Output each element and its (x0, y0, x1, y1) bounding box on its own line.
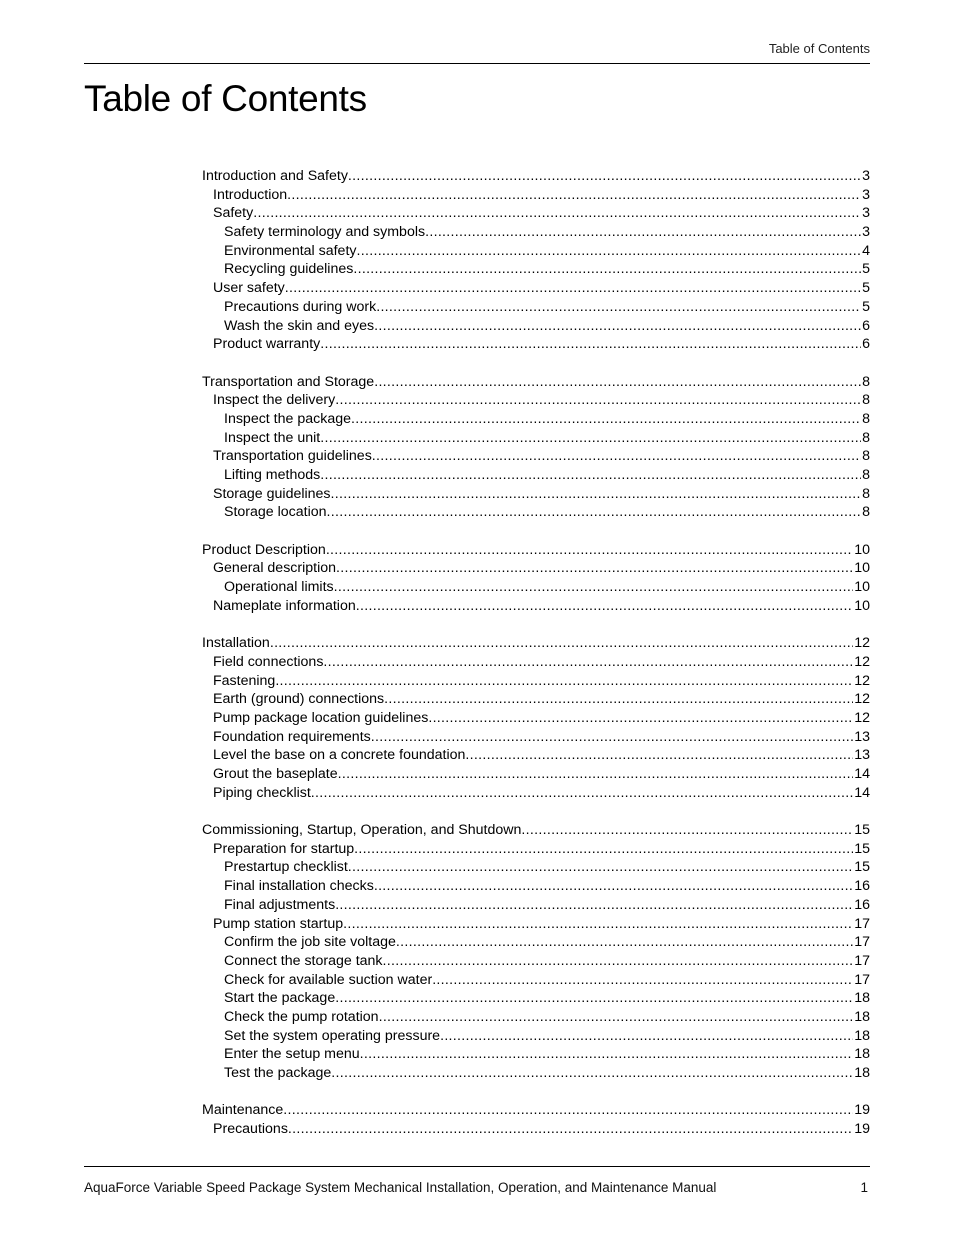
toc-dot-leader (521, 821, 853, 840)
toc-entry-title: Set the system operating pressure (224, 1027, 441, 1044)
toc-entry-title: Precautions (213, 1121, 288, 1138)
toc-dot-leader (334, 578, 854, 597)
toc-dot-leader (326, 541, 853, 560)
toc-entry-title: Confirm the job site voltage (224, 934, 396, 951)
toc-entry[interactable] (202, 653, 870, 672)
toc-entry[interactable] (202, 1064, 870, 1083)
toc-entry-title: Safety terminology and symbols (224, 224, 426, 241)
toc-entry[interactable] (202, 746, 870, 765)
toc-dot-leader (353, 260, 861, 279)
toc-entry-page: 6 (862, 317, 870, 334)
toc-entry[interactable] (202, 840, 870, 859)
toc-entry-title: Preparation for startup (213, 840, 355, 857)
toc-dot-leader (379, 1008, 854, 1027)
toc-entry-page: 3 (862, 168, 870, 184)
toc-dot-leader (351, 410, 861, 429)
page-title: Table of Contents (84, 78, 367, 119)
toc-entry[interactable] (202, 634, 870, 653)
toc-entry[interactable] (202, 503, 870, 522)
toc-entry-page: 3 (862, 205, 870, 222)
toc-entry[interactable] (202, 765, 870, 784)
toc-entry-title: Test the package (224, 1065, 332, 1081)
toc-entry[interactable] (202, 690, 870, 709)
toc-entry-title: General description (213, 560, 337, 577)
toc-entry-title: Fastening (213, 672, 276, 689)
toc-entry-page: 17 (854, 952, 870, 969)
toc-entry-title: Level the base on a concrete foundation (213, 747, 466, 764)
toc-section (202, 1101, 870, 1138)
toc-entry-title: Connect the storage tank (224, 952, 383, 969)
toc-entry[interactable] (202, 260, 870, 279)
toc-entry-title: Introduction and Safety (202, 168, 348, 184)
toc-entry-page: 12 (854, 709, 870, 726)
toc-entry-page: 12 (854, 653, 870, 670)
toc-section (202, 541, 870, 616)
toc-dot-leader (428, 709, 853, 728)
toc-entry[interactable] (202, 915, 870, 934)
toc-entry[interactable] (202, 858, 870, 877)
toc-dot-leader (323, 653, 853, 672)
toc-entry-page: 8 (862, 373, 870, 390)
toc-dot-leader (432, 971, 853, 990)
toc-entry-page: 5 (862, 298, 870, 315)
toc-entry[interactable] (202, 279, 870, 298)
toc-entry-title: Introduction (213, 186, 288, 203)
toc-entry-page: 5 (862, 261, 870, 278)
toc-entry[interactable] (202, 242, 870, 261)
toc-dot-leader (327, 503, 862, 522)
toc-dot-leader (354, 840, 853, 859)
toc-entry-page: 14 (854, 784, 870, 801)
toc-entry-title: Check for available suction water (224, 971, 433, 988)
toc-entry[interactable] (202, 429, 870, 448)
toc-entry-title: Recycling guidelines (224, 261, 354, 278)
toc-dot-leader (348, 858, 853, 877)
toc-entry[interactable] (202, 466, 870, 485)
toc-dot-leader (374, 317, 861, 336)
toc-dot-leader (331, 485, 862, 504)
toc-entry-title: Safety (213, 205, 254, 222)
toc-entry-title: Product warranty (213, 336, 321, 353)
toc-dot-leader (335, 989, 853, 1008)
toc-entry-page: 13 (854, 747, 870, 764)
toc-entry-page: 5 (862, 280, 870, 297)
toc-dot-leader (343, 915, 853, 934)
toc-entry[interactable] (202, 709, 870, 728)
toc-entry[interactable] (202, 317, 870, 336)
toc-dot-leader (336, 559, 853, 578)
toc-entry-title: Storage location (224, 504, 327, 521)
toc-entry-title: Inspect the unit (224, 429, 321, 446)
toc-entry-page: 12 (854, 691, 870, 708)
toc-dot-leader (335, 391, 861, 410)
toc-entry-title: Piping checklist (213, 784, 311, 801)
toc-entry[interactable] (202, 896, 870, 915)
toc-entry[interactable] (202, 989, 870, 1008)
toc-section (202, 821, 870, 1083)
toc-entry-page: 19 (854, 1102, 870, 1119)
toc-dot-leader (320, 335, 861, 354)
toc-entry-title: Pump package location guidelines (213, 709, 429, 726)
header-rule (84, 63, 870, 64)
toc-entry[interactable] (202, 1008, 870, 1027)
toc-entry-title: Lifting methods (224, 467, 321, 483)
toc-entry-page: 18 (854, 990, 870, 1007)
toc-entry[interactable] (202, 728, 870, 747)
toc-entry-page: 15 (854, 822, 870, 839)
toc-entry-title: Pump station startup (213, 915, 344, 932)
toc-entry[interactable] (202, 204, 870, 223)
toc-entry[interactable] (202, 877, 870, 896)
toc-entry-page: 17 (854, 915, 870, 932)
toc-entry-page: 12 (854, 635, 870, 652)
toc-dot-leader (383, 952, 854, 971)
toc-dot-leader (320, 466, 861, 485)
toc-entry-title: Check the pump rotation (224, 1008, 379, 1025)
toc-dot-leader (372, 447, 861, 466)
toc-entry[interactable] (202, 821, 870, 840)
toc-entry-page: 12 (854, 672, 870, 689)
toc-entry[interactable] (202, 335, 870, 354)
toc-entry-page: 16 (854, 896, 870, 913)
toc-dot-leader (320, 429, 861, 448)
toc-entry-page: 16 (854, 878, 870, 895)
toc-dot-leader (374, 373, 861, 392)
toc-entry-title: Environmental safety (224, 242, 357, 259)
toc-entry-title: Earth (ground) connections (213, 691, 385, 708)
toc-entry[interactable] (202, 1045, 870, 1064)
toc-entry-page: 6 (862, 336, 870, 353)
toc-entry-page: 18 (854, 1008, 870, 1025)
toc-entry-page: 8 (862, 504, 870, 521)
toc-dot-leader (396, 933, 853, 952)
toc-dot-leader (338, 765, 854, 784)
toc-entry-title: Final installation checks (224, 878, 374, 895)
toc-entry-title: Inspect the delivery (213, 392, 336, 409)
toc-dot-leader (384, 690, 853, 709)
toc-entry-page: 15 (854, 859, 870, 876)
footer-page-number: 1 (860, 1180, 868, 1195)
toc-entry-page: 10 (854, 579, 870, 596)
toc-entry-title: Grout the baseplate (213, 766, 338, 782)
footer-rule (84, 1166, 870, 1167)
toc-section (202, 373, 870, 523)
toc-entry-page: 8 (862, 392, 870, 409)
toc-dot-leader (335, 896, 853, 915)
toc-dot-leader (356, 597, 853, 616)
toc-dot-leader (465, 746, 853, 765)
toc-entry-page: 8 (862, 485, 870, 502)
toc-entry-page: 15 (854, 840, 870, 857)
toc-entry-title: Transportation guidelines (213, 448, 372, 465)
toc-entry[interactable] (202, 971, 870, 990)
toc-entry-title: Product Description (202, 541, 326, 558)
toc-entry[interactable] (202, 784, 870, 803)
toc-section (202, 634, 870, 802)
footer-text: AquaForce Variable Speed Package System Mechanical Installation, Operation, and Maintenance Manual (84, 1180, 717, 1195)
toc-entry-title: Final adjustments (224, 896, 336, 913)
toc-entry-page: 10 (854, 597, 870, 614)
toc-dot-leader (287, 186, 861, 205)
toc-dot-leader (270, 634, 853, 653)
toc-dot-leader (253, 204, 861, 223)
toc-entry-page: 18 (854, 1046, 870, 1063)
toc-dot-leader (440, 1027, 853, 1046)
toc-entry[interactable] (202, 1101, 870, 1120)
toc-entry-page: 3 (862, 224, 870, 241)
toc-entry-page: 3 (862, 186, 870, 203)
toc-entry-title: Installation (202, 635, 270, 652)
toc-dot-leader (360, 1045, 854, 1064)
toc-entry-title: Inspect the package (224, 410, 351, 427)
toc-entry-title: Storage guidelines (213, 485, 331, 502)
toc-entry-page: 17 (854, 934, 870, 951)
toc-entry[interactable] (202, 1027, 870, 1046)
toc-entry-title: User safety (213, 280, 285, 297)
toc-dot-leader (374, 877, 853, 896)
toc-entry-page: 10 (854, 560, 870, 577)
toc-entry-title: Operational limits (224, 579, 334, 596)
toc-dot-leader (311, 784, 853, 803)
toc-entry[interactable] (202, 410, 870, 429)
toc-entry[interactable] (202, 167, 870, 186)
toc-entry[interactable] (202, 485, 870, 504)
toc-entry[interactable] (202, 298, 870, 317)
toc-section (202, 167, 870, 354)
toc-entry[interactable] (202, 447, 870, 466)
toc-dot-leader (356, 242, 861, 261)
toc-entry[interactable] (202, 1120, 870, 1139)
running-header: Table of Contents (768, 41, 870, 56)
toc-entry-page: 8 (862, 448, 870, 465)
toc-dot-leader (331, 1064, 853, 1083)
toc-list (202, 167, 870, 1157)
toc-entry[interactable] (202, 933, 870, 952)
toc-entry[interactable] (202, 672, 870, 691)
toc-entry[interactable] (202, 578, 870, 597)
toc-entry[interactable] (202, 952, 870, 971)
toc-dot-leader (371, 728, 853, 747)
toc-entry-title: Prestartup checklist (224, 859, 348, 876)
toc-entry-title: Nameplate information (213, 597, 356, 614)
toc-dot-leader (376, 298, 861, 317)
toc-entry-title: Foundation requirements (213, 728, 371, 745)
toc-entry[interactable] (202, 223, 870, 242)
toc-entry-page: 18 (854, 1065, 870, 1081)
toc-entry-title: Start the package (224, 990, 336, 1007)
toc-entry[interactable] (202, 186, 870, 205)
toc-dot-leader (275, 672, 853, 691)
toc-entry[interactable] (202, 391, 870, 410)
toc-dot-leader (425, 223, 861, 242)
toc-entry-page: 19 (854, 1121, 870, 1138)
toc-entry[interactable] (202, 559, 870, 578)
toc-entry-page: 13 (854, 728, 870, 745)
toc-dot-leader (285, 279, 861, 298)
toc-entry-title: Field connections (213, 653, 324, 670)
toc-entry-title: Enter the setup menu (224, 1046, 360, 1063)
toc-entry-title: Maintenance (202, 1102, 284, 1119)
toc-entry-page: 8 (862, 467, 870, 483)
toc-entry[interactable] (202, 597, 870, 616)
toc-dot-leader (283, 1101, 853, 1120)
toc-entry-page: 8 (862, 410, 870, 427)
toc-entry-page: 10 (854, 541, 870, 558)
toc-entry[interactable] (202, 541, 870, 560)
toc-dot-leader (288, 1120, 853, 1139)
toc-dot-leader (348, 167, 861, 186)
toc-entry-page: 18 (854, 1027, 870, 1044)
toc-entry-title: Commissioning, Startup, Operation, and Shutdown (202, 822, 522, 839)
toc-entry-page: 14 (854, 766, 870, 782)
toc-entry-title: Wash the skin and eyes (224, 317, 375, 334)
toc-entry[interactable] (202, 373, 870, 392)
toc-entry-page: 8 (862, 429, 870, 446)
toc-entry-page: 17 (854, 971, 870, 988)
toc-entry-page: 4 (862, 242, 870, 259)
toc-entry-title: Transportation and Storage (202, 373, 375, 390)
toc-entry-title: Precautions during work (224, 298, 377, 315)
